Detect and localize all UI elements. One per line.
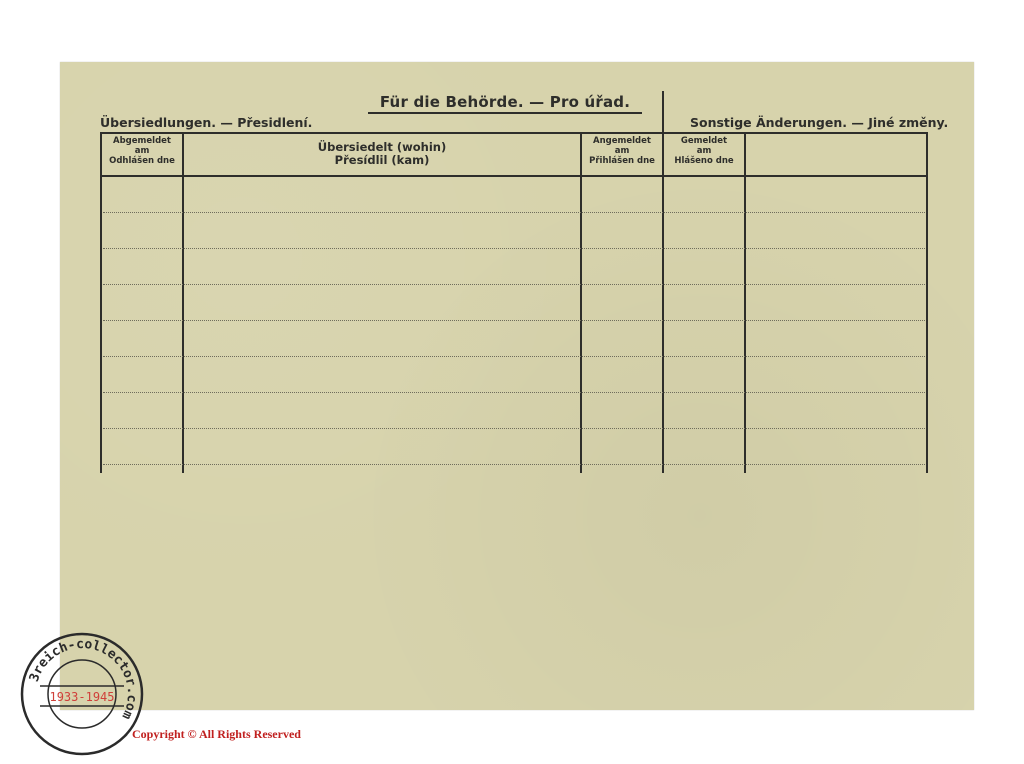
column-divider-3 [662, 132, 664, 473]
table-row [103, 284, 925, 285]
table-row [103, 428, 925, 429]
table-header-border [100, 175, 928, 177]
column-header-registered: Angemeldet am Přihlášen dne [589, 136, 655, 166]
table-row [103, 356, 925, 357]
table-left-border [100, 132, 102, 473]
registration-table [100, 132, 928, 473]
table-row [103, 248, 925, 249]
watermark-stamp [18, 630, 146, 758]
copyright-notice: Copyright © All Rights Reserved [132, 727, 301, 741]
stamp-ring-text: 3reich-collector.com [26, 636, 140, 722]
column-divider-4 [744, 132, 746, 473]
table-top-border [100, 132, 928, 134]
column-header-relocated-to: Übersiedelt (wohin) Přesídlil (kam) [317, 140, 447, 168]
table-right-border [926, 132, 928, 473]
registration-card-back [60, 62, 974, 710]
heading-underline [368, 112, 642, 114]
section-separator [662, 91, 664, 133]
column-header-deregistered: Abgemeldet am Odhlášen dne [109, 136, 175, 166]
table-row [103, 320, 925, 321]
stamp-years: 1933-1945 [49, 690, 115, 704]
table-row [103, 392, 925, 393]
other-changes-title: Sonstige Änderungen. — Jiné změny. [690, 115, 949, 130]
table-row [103, 212, 925, 213]
authority-heading: Für die Behörde. — Pro úřad. [379, 93, 631, 111]
column-header-reported: Gemeldet am Hlášeno dne [674, 136, 734, 166]
table-row [103, 464, 925, 465]
column-divider-1 [182, 132, 184, 473]
column-divider-2 [580, 132, 582, 473]
relocations-title: Übersiedlungen. — Přesidlení. [100, 115, 313, 130]
